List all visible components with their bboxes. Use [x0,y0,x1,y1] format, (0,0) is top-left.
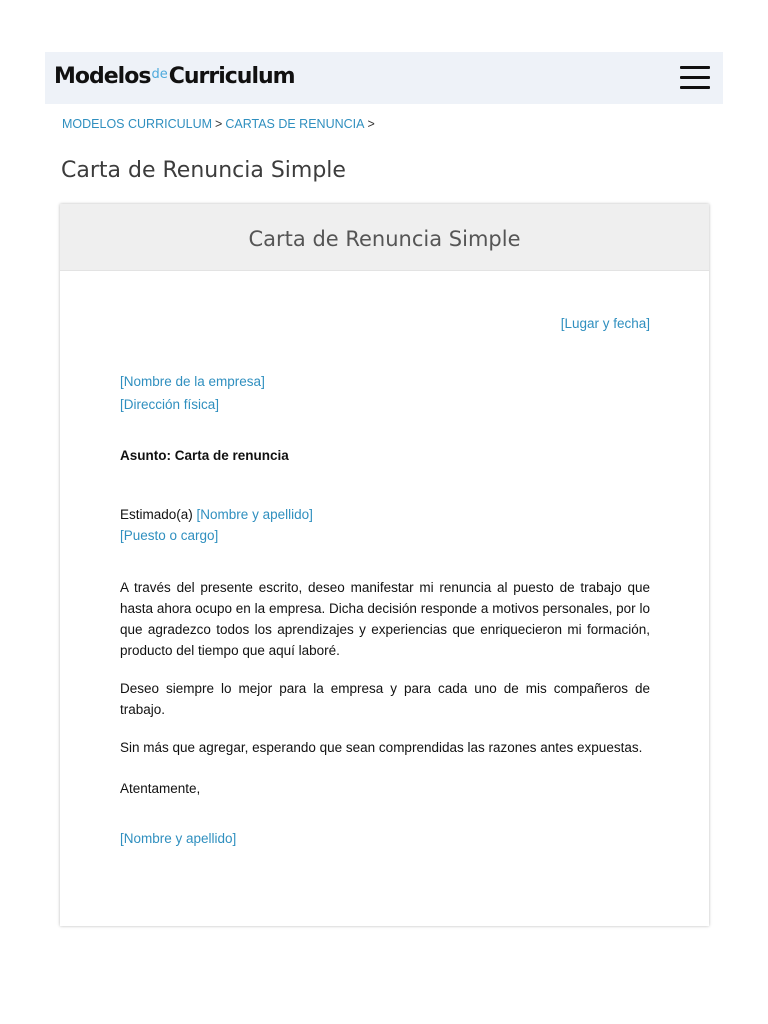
letter-header [60,204,709,271]
placeholder-recipient-name: [Nombre y apellido] [196,507,313,522]
placeholder-company-name: [Nombre de la empresa] [120,374,265,389]
greeting-text: Estimado(a) [120,507,193,522]
menu-line [680,76,710,79]
hamburger-menu-icon[interactable] [680,65,710,90]
menu-line [680,66,710,69]
page-title: Carta de Renuncia Simple [61,158,346,183]
placeholder-signature: [Nombre y apellido] [120,831,237,846]
logo-text-modelos: Modelos [54,64,151,89]
placeholder-recipient-position: [Puesto o cargo] [120,528,219,543]
breadcrumb-link-modelos-curriculum[interactable]: MODELOS CURRICULUM [62,117,213,131]
breadcrumb-link-cartas-de-renuncia[interactable]: CARTAS DE RENUNCIA [225,117,365,131]
letter-preview [60,204,709,926]
letter-subject: Asunto: Carta de renuncia [120,448,289,463]
placeholder-place-date: [Lugar y fecha] [560,316,650,331]
letter-paragraph-2: Deseo siempre lo mejor para la empresa y para cada uno de mis compañeros de trabajo. [120,681,650,717]
letter-closing: Atentamente, [120,781,201,796]
letter-body [120,270,650,849]
letter-paragraph-1: A través del presente escrito, deseo manifestar mi renuncia al puesto de trabajo que hasta ahora ocupo en la empresa. Dicha decisión responde a motivos personales, por lo que agradezco todos los aprendizajes y experiencias que enriquecieron mi formación, producto del tiempo que aquí laboré. [120,580,650,658]
breadcrumb-separator: > [215,117,223,131]
placeholder-company-address: [Dirección física] [120,397,220,412]
letter-title: Carta de Renuncia Simple [248,227,521,251]
breadcrumb-separator: > [367,117,375,131]
breadcrumb [62,117,378,131]
letter-paragraph-3: Sin más que agregar, esperando que sean comprendidas las razones antes expuestas. [120,740,643,755]
letter-greeting-line [120,504,650,525]
logo-text-de: de [151,67,168,82]
top-navigation-bar [45,52,723,104]
menu-line [680,86,710,89]
site-logo[interactable] [54,64,295,93]
logo-text-curriculum: Curriculum [168,64,295,89]
